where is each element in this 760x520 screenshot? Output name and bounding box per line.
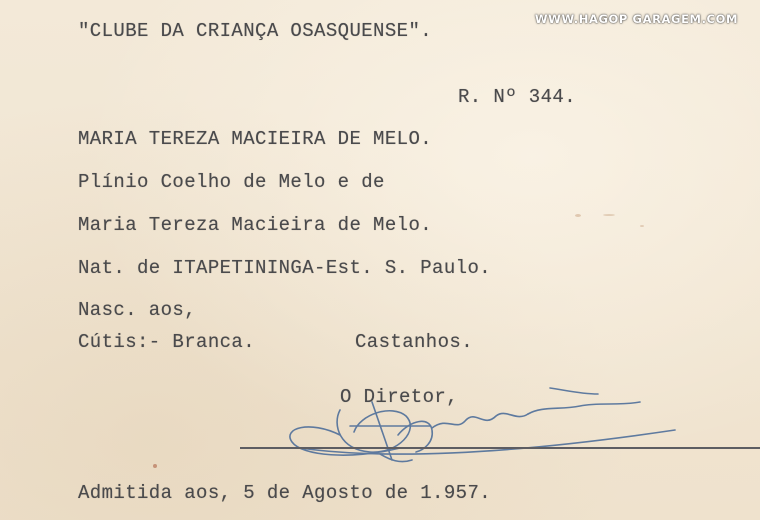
admission-line: Admitida aos, 5 de Agosto de 1.957. <box>78 482 492 504</box>
skin-line: Cútis:- Branca. <box>78 331 256 353</box>
watermark-text: WWW.HAGOP GARAGEM.COM <box>534 12 738 26</box>
director-label: O Diretor, <box>340 386 459 408</box>
birth-date-line: Nasc. aos, <box>78 299 197 321</box>
paper-spot <box>153 464 157 468</box>
paper-spot <box>640 225 644 227</box>
club-name: "CLUBE DA CRIANÇA OSASQUENSE". <box>78 20 433 42</box>
signature-rule <box>240 447 760 449</box>
mother-line: Maria Tereza Macieira de Melo. <box>78 214 433 236</box>
hair-color: Castanhos. <box>355 331 474 353</box>
director-signature <box>280 380 700 475</box>
paper-spot <box>575 214 581 217</box>
member-name: MARIA TEREZA MACIEIRA DE MELO. <box>78 128 433 150</box>
paper-spot <box>603 214 615 216</box>
father-line: Plínio Coelho de Melo e de <box>78 171 385 193</box>
record-number: R. Nº 344. <box>458 86 577 108</box>
birthplace-line: Nat. de ITAPETININGA-Est. S. Paulo. <box>78 257 492 279</box>
